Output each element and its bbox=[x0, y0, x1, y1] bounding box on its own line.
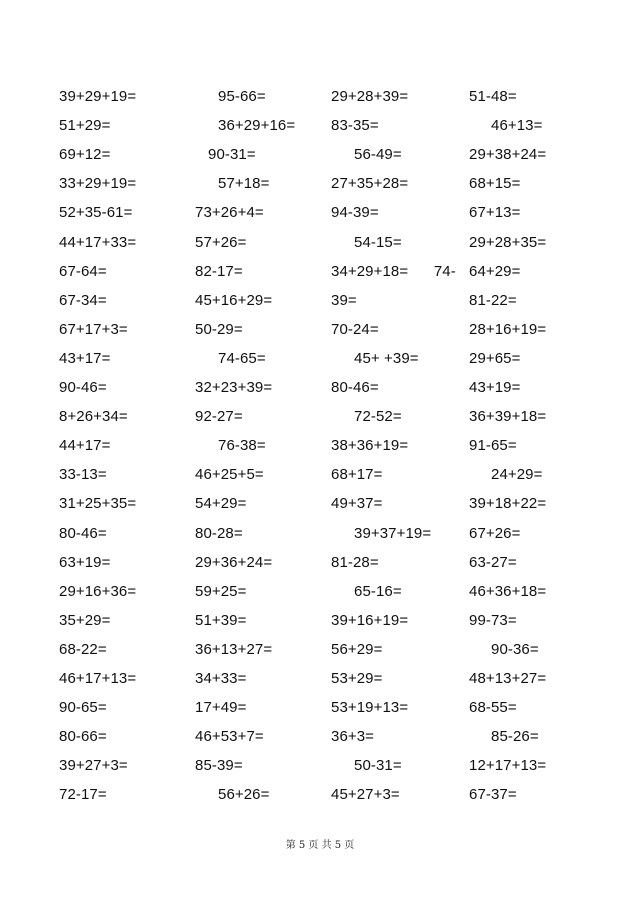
math-problem: 28+16+19= bbox=[469, 320, 547, 338]
math-problem: 49+37= bbox=[331, 495, 383, 513]
problem-row bbox=[0, 262, 640, 282]
problem-row bbox=[0, 233, 640, 253]
math-problem: 36+39+18= bbox=[469, 408, 547, 426]
math-problem: 70-24= bbox=[331, 320, 379, 338]
math-problem: 38+36+19= bbox=[331, 437, 409, 455]
math-problem: 39+16+19= bbox=[331, 611, 409, 629]
math-problem: 81-28= bbox=[331, 553, 379, 571]
math-problem: 90-65= bbox=[59, 699, 107, 717]
problem-row bbox=[0, 378, 640, 398]
problem-row bbox=[0, 291, 640, 311]
math-problem: 59+25= bbox=[195, 582, 247, 600]
math-problem: 92-27= bbox=[195, 408, 243, 426]
math-problem: 80-66= bbox=[59, 728, 107, 746]
math-problem: 36+29+16= bbox=[218, 117, 296, 135]
math-problem: 43+19= bbox=[469, 379, 521, 396]
problem-row bbox=[0, 698, 640, 718]
math-problem: 51-48= bbox=[469, 88, 517, 105]
math-problem: 51+39= bbox=[195, 611, 247, 629]
problem-row bbox=[0, 669, 640, 689]
math-problem: 32+23+39= bbox=[195, 379, 273, 396]
math-problem: 51+29= bbox=[59, 117, 111, 135]
math-problem: 46+25+5= bbox=[195, 466, 264, 484]
math-problem: 67-64= bbox=[59, 262, 107, 280]
math-problem: 52+35-61= bbox=[59, 204, 133, 222]
math-problem: 74-65= bbox=[218, 349, 266, 367]
math-problem: 63-27= bbox=[469, 553, 517, 571]
math-problem: 54+29= bbox=[195, 495, 247, 513]
math-problem: 36+13+27= bbox=[195, 640, 273, 658]
math-problem: 33+29+19= bbox=[59, 175, 137, 193]
problem-row bbox=[0, 349, 640, 369]
math-problem: 94-39= bbox=[331, 204, 379, 222]
math-problem: 39= bbox=[331, 291, 357, 309]
problem-row bbox=[0, 553, 640, 573]
math-problem: 45+16+29= bbox=[195, 291, 273, 309]
math-problem: 80-28= bbox=[195, 524, 243, 542]
math-problem: 29+38+24= bbox=[469, 146, 547, 164]
math-problem: 46+36+18= bbox=[469, 582, 547, 600]
math-problem: 73+26+4= bbox=[195, 204, 264, 222]
problem-row bbox=[0, 174, 640, 194]
math-problem: 24+29= bbox=[491, 466, 543, 484]
math-problem: 95-66= bbox=[218, 88, 266, 105]
math-problem: 34+29+18= 74- bbox=[331, 262, 456, 280]
math-problem: 56+26= bbox=[218, 786, 270, 804]
math-problem: 48+13+27= bbox=[469, 670, 547, 687]
math-problem: 81-22= bbox=[469, 291, 517, 309]
problem-row bbox=[0, 320, 640, 340]
math-problem: 39+37+19= bbox=[354, 524, 432, 542]
math-problem: 50-29= bbox=[195, 320, 243, 338]
math-problem: 35+29= bbox=[59, 611, 111, 629]
math-problem: 68-55= bbox=[469, 699, 517, 717]
problem-row bbox=[0, 756, 640, 776]
problem-row bbox=[0, 524, 640, 544]
problem-row bbox=[0, 640, 640, 660]
math-problem: 12+17+13= bbox=[469, 757, 547, 775]
math-problem: 27+35+28= bbox=[331, 175, 409, 193]
math-problem: 99-73= bbox=[469, 611, 517, 629]
problem-row bbox=[0, 582, 640, 602]
math-problem: 67+13= bbox=[469, 204, 521, 222]
math-problem: 67-34= bbox=[59, 291, 107, 309]
math-problem: 54-15= bbox=[354, 233, 402, 251]
problem-row bbox=[0, 436, 640, 456]
math-problem: 65-16= bbox=[354, 582, 402, 600]
problem-row bbox=[0, 203, 640, 223]
math-problem: 91-65= bbox=[469, 437, 517, 455]
math-problem: 69+12= bbox=[59, 146, 111, 164]
math-problem: 80-46= bbox=[59, 524, 107, 542]
math-problem: 8+26+34= bbox=[59, 408, 128, 426]
math-problem: 46+17+13= bbox=[59, 670, 137, 687]
math-problem: 68-22= bbox=[59, 640, 107, 658]
math-problem: 29+28+39= bbox=[331, 88, 409, 105]
math-problem: 53+29= bbox=[331, 670, 383, 687]
math-problem: 72-17= bbox=[59, 786, 107, 804]
problem-row bbox=[0, 785, 640, 805]
math-problem: 29+16+36= bbox=[59, 582, 137, 600]
math-problem: 44+17+33= bbox=[59, 233, 137, 251]
problem-row bbox=[0, 727, 640, 747]
math-problem: 45+27+3= bbox=[331, 786, 400, 804]
math-problem: 39+27+3= bbox=[59, 757, 128, 775]
math-problem: 34+33= bbox=[195, 670, 247, 687]
math-problem: 29+28+35= bbox=[469, 233, 547, 251]
page-footer: 第 5 页 共 5 页 bbox=[285, 840, 355, 851]
math-problem: 80-46= bbox=[331, 379, 379, 396]
problem-row bbox=[0, 611, 640, 631]
math-problem: 53+19+13= bbox=[331, 699, 409, 717]
math-problem: 90-36= bbox=[491, 640, 539, 658]
math-problem: 57+18= bbox=[218, 175, 270, 193]
math-problem: 17+49= bbox=[195, 699, 247, 717]
math-problem: 67+17+3= bbox=[59, 320, 128, 338]
problem-row bbox=[0, 87, 640, 107]
math-problem: 29+36+24= bbox=[195, 553, 273, 571]
math-problem: 31+25+35= bbox=[59, 495, 137, 513]
math-problem: 43+17= bbox=[59, 349, 111, 367]
math-problem: 76-38= bbox=[218, 437, 266, 455]
math-problem: 83-35= bbox=[331, 117, 379, 135]
problem-row bbox=[0, 494, 640, 514]
problem-row bbox=[0, 116, 640, 136]
math-problem: 57+26= bbox=[195, 233, 247, 251]
math-problem: 72-52= bbox=[354, 408, 402, 426]
problem-row bbox=[0, 407, 640, 427]
math-problem: 90-31= bbox=[208, 146, 256, 164]
math-problem: 29+65= bbox=[469, 349, 521, 367]
math-problem: 56-49= bbox=[354, 146, 402, 164]
math-problem: 85-39= bbox=[195, 757, 243, 775]
math-problem: 36+3= bbox=[331, 728, 375, 746]
math-problem: 67-37= bbox=[469, 786, 517, 804]
math-problem: 39+29+19= bbox=[59, 88, 137, 105]
math-problem: 68+15= bbox=[469, 175, 521, 193]
math-problem: 56+29= bbox=[331, 640, 383, 658]
math-problem: 50-31= bbox=[354, 757, 402, 775]
problem-row bbox=[0, 145, 640, 165]
math-problem: 45+ +39= bbox=[354, 349, 419, 367]
math-problem: 46+53+7= bbox=[195, 728, 264, 746]
math-problem: 64+29= bbox=[469, 262, 521, 280]
math-problem: 46+13= bbox=[491, 117, 543, 135]
math-problem: 90-46= bbox=[59, 379, 107, 396]
math-problem: 33-13= bbox=[59, 466, 107, 484]
problem-row bbox=[0, 465, 640, 485]
math-problem: 44+17= bbox=[59, 437, 111, 455]
math-problem: 39+18+22= bbox=[469, 495, 547, 513]
math-problem: 67+26= bbox=[469, 524, 521, 542]
math-problem: 85-26= bbox=[491, 728, 539, 746]
math-problem: 63+19= bbox=[59, 553, 111, 571]
math-problem: 82-17= bbox=[195, 262, 243, 280]
math-problem: 68+17= bbox=[331, 466, 383, 484]
